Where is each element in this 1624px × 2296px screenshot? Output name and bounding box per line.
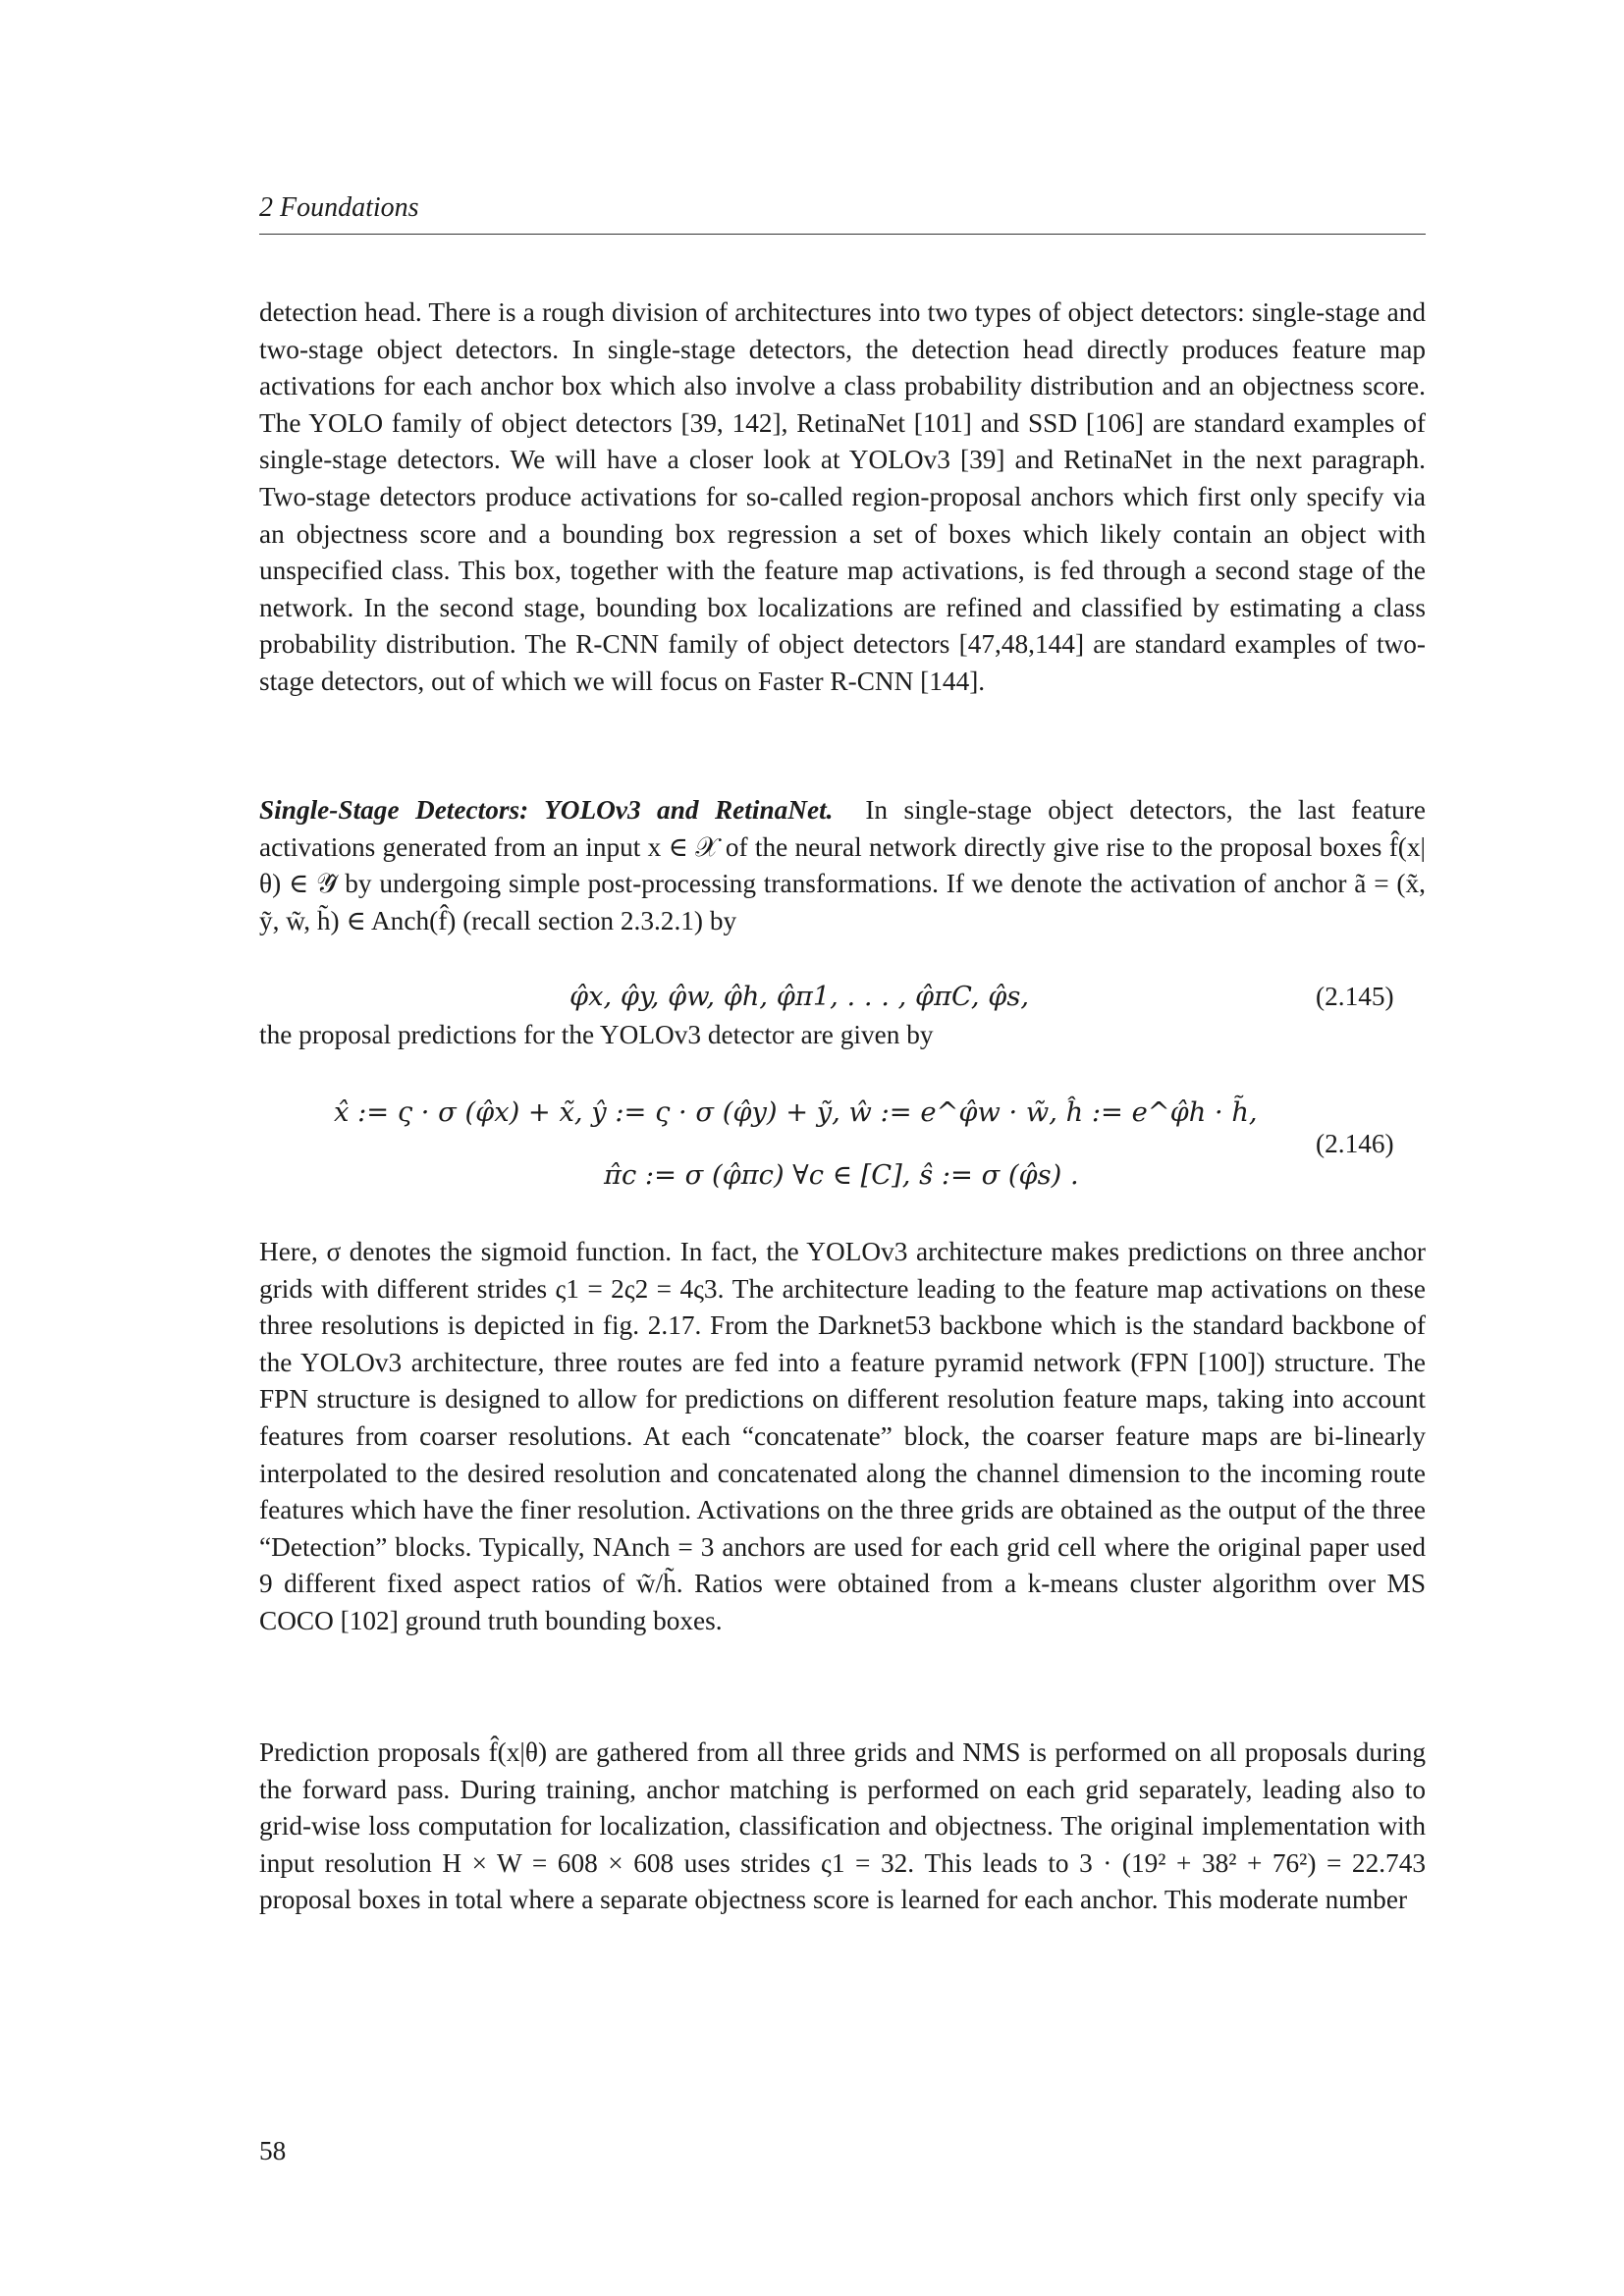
paragraph-single-stage [259,792,1426,939]
equation-2-146-line-1: x̂ := ς · σ (φ̂x) + x̃, ŷ := ς · σ (φ̂y) + ỹ, ŵ := e^φ̂w · w̃, ĥ := e^φ̂h · h̃, [334,1097,1258,1128]
paragraph-detection-head: detection head. There is a rough division of architectures into two types of object detectors: single-stage and two-stage object detectors. In single-stage detectors, the detection head directly produces feature map activations for each anchor box which also involve a class probability distribution and an objectness score. The YOLO family of object detectors [39, 142], RetinaNet [101] and SSD [106] are standard examples of single-stage detectors. We will have a closer look at YOLOv3 [39] and RetinaNet in the next paragraph. Two-stage detectors produce activations for so-called region-proposal anchors which first only specify via an objectness score and a bounding box regression a set of boxes which likely contain an object with unspecified class. This box, together with the feature map activations, is fed through a second stage of the network. In the second stage, bounding box localizations are refined and classified by estimating a class probability distribution. The R-CNN family of object detectors [47,48,144] are standard examples of two-stage detectors, out of which we will focus on Faster R-CNN [144]. [259,297,1426,696]
paragraph-title: Single-Stage Detectors: YOLOv3 and RetinaNet. [259,795,834,825]
equation-2-146-line-2: π̂c := σ (φ̂πc) ∀c ∈ [C], ŝ := σ (φ̂s) . [604,1160,1079,1191]
header-rule [259,234,1426,235]
running-head: 2 Foundations [259,192,419,223]
paragraph-prediction-proposals: Prediction proposals f̂(x|θ) are gathered from all three grids and NMS is performed on all proposals during the forward pass. During training, anchor matching is performed on each grid separately, leading also to grid-wise loss computation for localization, classification and objectness. The original implementation with input resolution H × W = 608 × 608 uses strides ς1 = 32. This leads to 3 · (19² + 38² + 76²) = 22.743 proposal boxes in total where a separate objectness score is learned for each anchor. This moderate number [259,1737,1426,1915]
paragraph-proposal-predictions: the proposal predictions for the YOLOv3 detector are given by [259,1020,934,1049]
equation-number: (2.145) [1316,982,1394,1011]
paragraph-single-stage-text: In single-stage object detectors, the last feature activations generated from an input x ∈ 𝒳 of the neural network directly give rise to the proposal boxes f̂(x|θ) ∈ 𝒴̂ by undergoing simple post-processing transformations. If we denote the activation of anchor ã = (x̃, ỹ, w̃, h̃) ∈ Anch(f̂) (recall section 2.3.2.1) by [259,795,1426,935]
page-number: 58 [259,2136,287,2165]
equation-number: (2.146) [1316,1129,1394,1158]
equation-2-145: φ̂x, φ̂y, φ̂w, φ̂h, φ̂π1, . . . , φ̂πC, φ̂s, [569,982,1030,1012]
paragraph-sigmoid-fpn: Here, σ denotes the sigmoid function. In fact, the YOLOv3 architecture makes predictions on three anchor grids with different strides ς1 = 2ς2 = 4ς3. The architecture leading to the feature map activations on these three resolutions is depicted in fig. 2.17. From the Darknet53 backbone which is the standard backbone of the YOLOv3 architecture, three routes are fed into a feature pyramid network (FPN [100]) structure. The FPN structure is designed to allow for predictions on different resolution feature maps, taking into account features from coarser resolutions. At each “concatenate” block, the coarser feature maps are bi-linearly interpolated to the desired resolution and concatenated along the channel dimension to the incoming route features which have the finer resolution. Activations on the three grids are obtained as the output of the three “Detection” blocks. Typically, NAnch = 3 anchors are used for each grid cell where the original paper used 9 different fixed aspect ratios of w̃/h̃. Ratios were obtained from a k-means cluster algorithm over MS COCO [102] ground truth bounding boxes. [259,1237,1426,1635]
